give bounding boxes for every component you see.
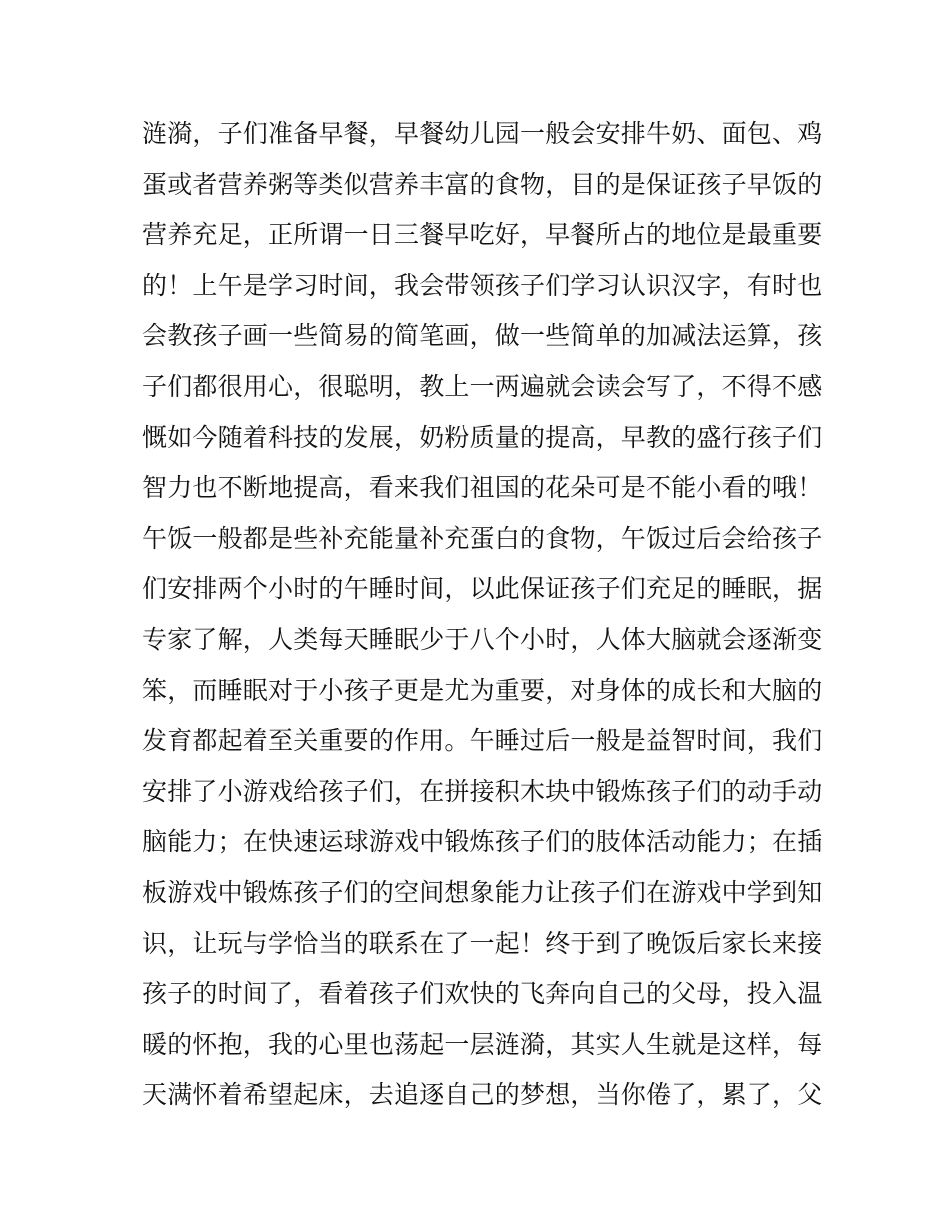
text-line-13: 发育都起着至关重要的作用。午睡过后一般是益智时间，我们 [142,726,822,756]
text-line-11: 专家了解，人类每天睡眠少于八个小时，人体大脑就会逐渐变 [142,624,822,654]
text-line-19: 暖的怀抱，我的心里也荡起一层涟漪，其实人生就是这样，每 [142,1029,822,1059]
text-line-5: 会教孩子画一些简易的简笔画，做一些简单的加减法运算，孩 [142,321,822,351]
text-line-14: 安排了小游戏给孩子们，在拼接积木块中锻炼孩子们的动手动 [142,776,822,806]
text-line-10: 们安排两个小时的午睡时间，以此保证孩子们充足的睡眠，据 [142,574,822,604]
text-line-7: 慨如今随着科技的发展，奶粉质量的提高，早教的盛行孩子们 [142,422,822,452]
text-line-9: 午饭一般都是些补充能量补充蛋白的食物，午饭过后会给孩子 [142,523,822,553]
text-line-2: 蛋或者营养粥等类似营养丰富的食物，目的是保证孩子早饭的 [142,169,822,199]
text-line-8: 智力也不断地提高，看来我们祖国的花朵可是不能小看的哦！ [142,473,822,503]
text-line-1: 涟漪，子们准备早餐，早餐幼儿园一般会安排牛奶、面包、鸡 [142,119,822,148]
body-text [142,109,822,1121]
text-line-6: 子们都很用心，很聪明，教上一两遍就会读会写了，不得不感 [142,371,822,401]
text-line-3: 营养充足，正所谓一日三餐早吃好，早餐所占的地位是最重要 [142,220,822,250]
text-line-12: 笨，而睡眠对于小孩子更是尤为重要，对身体的成长和大脑的 [142,675,822,705]
text-line-15: 脑能力；在快速运球游戏中锻炼孩子们的肢体活动能力；在插 [142,827,822,857]
text-line-17: 识，让玩与学恰当的联系在了一起！终于到了晚饭后家长来接 [142,928,822,958]
text-line-20: 天满怀着希望起床，去追逐自己的梦想，当你倦了，累了，父 [142,1080,822,1110]
text-line-16: 板游戏中锻炼孩子们的空间想象能力让孩子们在游戏中学到知 [142,877,822,907]
text-line-18: 孩子的时间了，看着孩子们欢快的飞奔向自己的父母，投入温 [142,979,822,1009]
text-line-4: 的！上午是学习时间，我会带领孩子们学习认识汉字，有时也 [142,270,822,300]
